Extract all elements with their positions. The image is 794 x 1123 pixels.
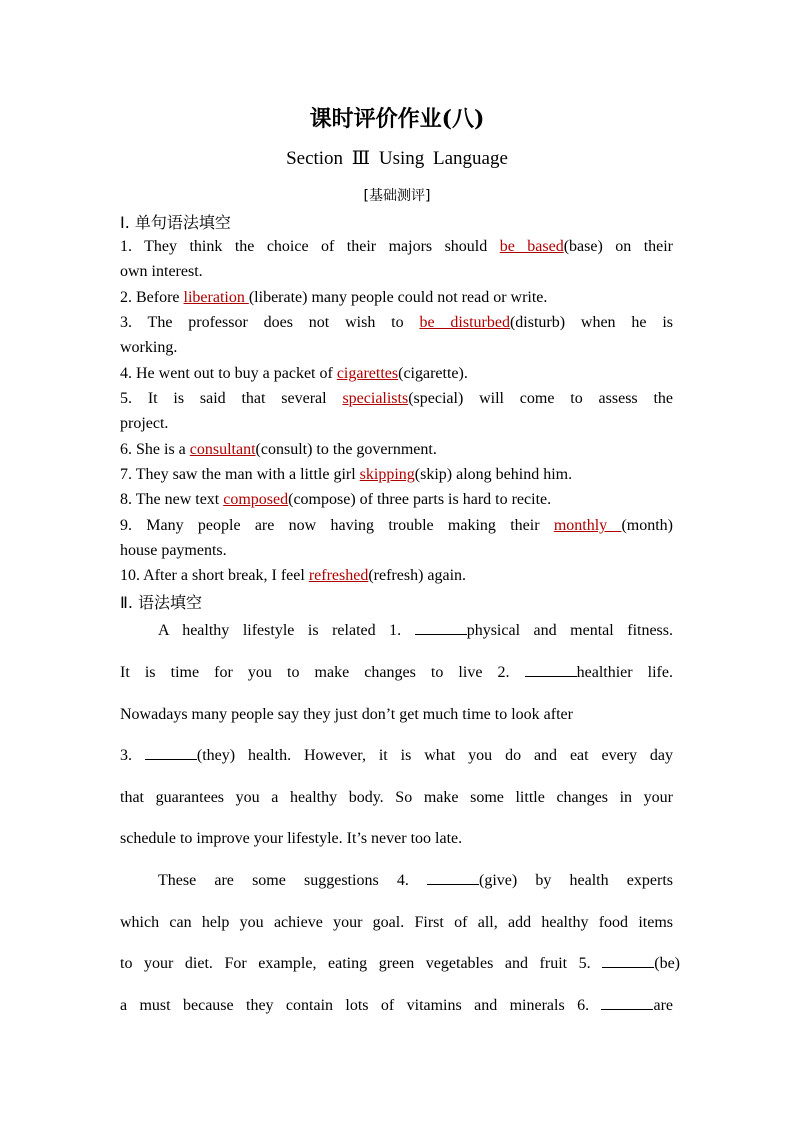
passage-text: that guarantees you a healthy body. So make some little changes in your <box>120 789 673 806</box>
answer-text: liberation <box>183 289 249 306</box>
passage-line <box>158 872 673 890</box>
answer-text: monthly <box>553 517 622 534</box>
question-line <box>120 310 673 335</box>
passage-text: (be) <box>654 955 680 972</box>
part2-heading: Ⅱ. 语法填空 <box>120 593 203 612</box>
answer-text: be disturbed <box>419 314 510 331</box>
question-text: project. <box>120 415 169 432</box>
question-text: 8. The new text <box>120 491 224 508</box>
answer-blank[interactable] <box>145 747 197 760</box>
passage-text: which can help you achieve your goal. First of all, add healthy food items <box>120 914 673 931</box>
answer-text: cigarettes <box>336 365 399 382</box>
passage-text: These are some suggestions 4. <box>158 872 427 889</box>
passage-line <box>120 789 673 807</box>
section-subtitle: Section Ⅲ Using Language <box>286 148 508 169</box>
answer-text: specialists <box>342 390 409 407</box>
question-text: (liberate) many people could not read or write. <box>248 289 548 306</box>
question-line <box>120 563 673 588</box>
passage-line <box>120 955 680 973</box>
passage-line <box>158 622 673 640</box>
answer-blank[interactable] <box>525 664 577 677</box>
answer-blank[interactable] <box>601 997 653 1010</box>
question-line <box>120 437 673 462</box>
passage-line <box>120 997 673 1015</box>
question-text: 4. He went out to buy a packet of <box>120 365 337 382</box>
question-line <box>120 411 673 436</box>
answer-blank[interactable] <box>415 622 467 635</box>
passage-line <box>120 914 673 932</box>
question-text: (consult) to the government. <box>255 441 437 458</box>
passage-text: (give) by health experts <box>479 872 673 889</box>
question-text: 6. She is a <box>120 441 190 458</box>
question-text: house payments. <box>120 542 227 559</box>
question-text: (special) will come to assess the <box>408 390 674 407</box>
question-line <box>120 259 673 284</box>
question-text: (skip) along behind him. <box>414 466 573 483</box>
passage-line <box>120 830 673 848</box>
passage-text: 3. <box>120 747 145 764</box>
answer-blank[interactable] <box>427 872 479 885</box>
passage-text: Nowadays many people say they just don’t get much time to look after <box>120 706 573 723</box>
question-line <box>120 462 673 487</box>
question-line <box>120 361 673 386</box>
answer-text: consultant <box>189 441 256 458</box>
question-line <box>120 386 673 411</box>
question-text: (disturb) when he is <box>509 314 674 331</box>
passage-text: a must because they contain lots of vitamins and minerals 6. <box>120 997 602 1014</box>
question-line <box>120 335 673 360</box>
passage-text: are <box>653 997 673 1014</box>
question-text: (refresh) again. <box>368 567 467 584</box>
passage-text: physical and mental fitness. <box>466 622 674 639</box>
passage-line <box>120 664 673 682</box>
passage-text: It is time for you to make changes to live 2. <box>120 664 525 681</box>
section-tag: [基础测评] <box>363 188 431 204</box>
question-text: (compose) of three parts is hard to recite. <box>288 491 552 508</box>
passage-text: (they) health. However, it is what you do and eat every day <box>196 747 674 764</box>
passage-line <box>120 706 673 724</box>
question-text: 7. They saw the man with a little girl <box>120 466 360 483</box>
answer-text: be based <box>499 238 564 255</box>
question-text: 5. It is said that several <box>120 390 343 407</box>
question-text: 10. After a short break, I feel <box>120 567 309 584</box>
answer-blank[interactable] <box>602 955 654 968</box>
passage-text: schedule to improve your lifestyle. It’s never too late. <box>120 830 463 847</box>
answer-text: refreshed <box>308 567 369 584</box>
question-line <box>120 513 673 538</box>
question-text: 1. They think the choice of their majors should <box>120 238 500 255</box>
question-text: (base) on their <box>563 238 674 255</box>
question-line <box>120 234 673 259</box>
question-line <box>120 538 673 563</box>
part1-heading: Ⅰ. 单句语法填空 <box>120 213 231 232</box>
question-text: working. <box>120 339 178 356</box>
answer-text: skipping <box>359 466 415 483</box>
page-title: 课时评价作业(八) <box>309 106 485 132</box>
passage-line <box>120 747 673 765</box>
question-text: (cigarette). <box>398 365 468 382</box>
question-text: (month) <box>621 517 673 534</box>
question-line <box>120 285 673 310</box>
answer-text: composed <box>223 491 289 508</box>
passage-text: A healthy lifestyle is related 1. <box>158 622 415 639</box>
question-text: 9. Many people are now having trouble making their <box>120 517 554 534</box>
question-text: 3. The professor does not wish to <box>120 314 420 331</box>
question-line <box>120 487 673 512</box>
passage-text: healthier life. <box>576 664 673 681</box>
question-text: own interest. <box>120 263 203 280</box>
question-text: 2. Before <box>120 289 184 306</box>
passage-text: to your diet. For example, eating green vegetables and fruit 5. <box>120 955 603 972</box>
